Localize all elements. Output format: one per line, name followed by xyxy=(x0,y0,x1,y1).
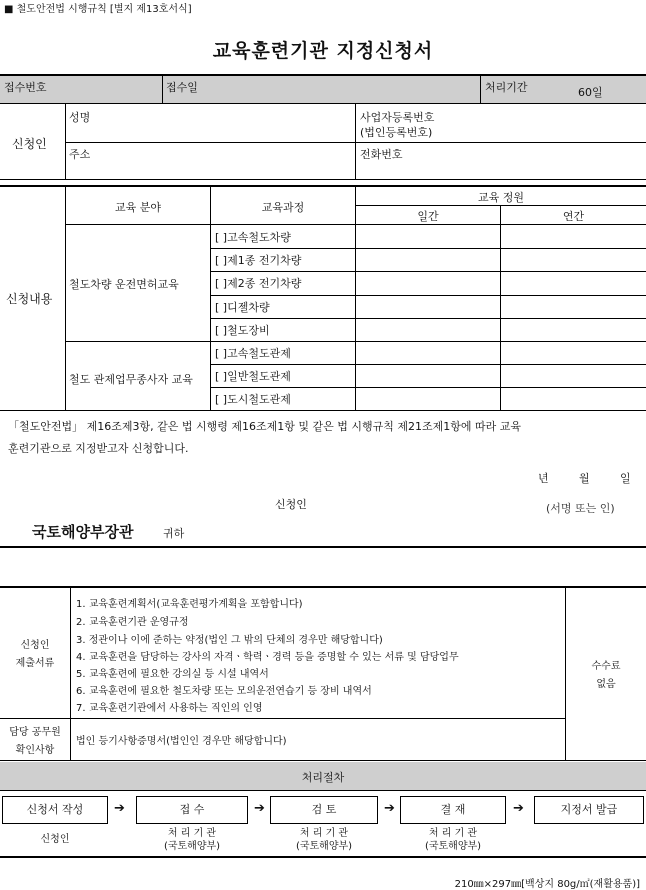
procedure-actor: 처 리 기 관 xyxy=(299,828,349,839)
phone-label: 전화번호 xyxy=(360,148,403,161)
bottom-rule xyxy=(0,856,646,858)
procedure-actor-sub: (국토해양부) xyxy=(295,841,353,852)
applicant-section-label: 신청인 xyxy=(12,137,47,151)
course-item: [ ]제2종 전기차량 xyxy=(215,277,302,290)
col-yearly-header: 연간 xyxy=(562,210,585,223)
procedure-step-apply: 신청서 작성 xyxy=(2,796,108,824)
receipt-no-label: 접수번호 xyxy=(4,81,47,94)
course-item: [ ]제1종 전기차량 xyxy=(215,254,302,267)
fee-value: 없음 xyxy=(596,679,616,690)
procedure-actor-sub: (국토해양부) xyxy=(163,841,221,852)
doc-item: 3. 정관이나 이에 준하는 약정(법인 그 밖의 단체의 경우만 해당합니다) xyxy=(76,635,383,646)
arrow-right-icon: ➔ xyxy=(513,801,524,816)
field-traffic-control: 철도 관제업무종사자 교육 xyxy=(69,373,193,386)
date-month: 월 xyxy=(579,472,590,485)
course-item: [ ]고속철도관제 xyxy=(215,347,291,360)
arrow-right-icon: ➔ xyxy=(254,801,265,816)
official-check-label-2: 확인사항 xyxy=(15,745,55,756)
course-item: [ ]디젤차량 xyxy=(215,301,270,314)
procedure-title: 처리절차 xyxy=(301,771,345,784)
doc-item: 1. 교육훈련계획서(교육훈련평가계획을 포함합니다) xyxy=(76,599,303,610)
official-check-item: 법인 등기사항증명서(법인인 경우만 해당합니다) xyxy=(76,736,287,747)
arrow-right-icon: ➔ xyxy=(114,801,125,816)
fee-label: 수수료 xyxy=(591,661,621,672)
top-rule xyxy=(0,74,646,76)
form-title: 교육훈련기관 지정신청서 xyxy=(212,40,434,62)
doc-item: 6. 교육훈련에 필요한 철도차량 또는 모의운전연습기 등 장비 내역서 xyxy=(76,686,372,697)
procedure-actor: 처 리 기 관 xyxy=(428,828,478,839)
corp-no-label: (법인등록번호) xyxy=(360,126,433,139)
course-item: [ ]철도장비 xyxy=(215,324,270,337)
paper-spec-footer: 210㎜×297㎜[백상지 80g/㎡(재활용품)] xyxy=(454,879,640,890)
name-label: 성명 xyxy=(69,111,91,124)
procedure-step-review: 검 토 xyxy=(270,796,378,824)
biz-no-label: 사업자등록번호 xyxy=(360,111,435,124)
procedure-step-receipt: 접 수 xyxy=(136,796,248,824)
procedure-actor: 신청인 xyxy=(40,834,70,845)
field-driver-license: 철도차량 운전면허교육 xyxy=(69,278,179,291)
submit-docs-label-1: 신청인 xyxy=(20,640,50,651)
application-section-label: 신청내용 xyxy=(6,292,53,306)
statement-line-1: 「철도안전법」 제16조제3항, 같은 법 시행령 제16조제1항 및 같은 법 시행규칙 제21조제1항에 따라 교육 xyxy=(8,420,521,433)
col-course-header: 교육과정 xyxy=(261,201,305,214)
col-field-header: 교육 분야 xyxy=(114,201,161,214)
procedure-actor: 처 리 기 관 xyxy=(167,828,217,839)
statement-line-2: 훈련기관으로 지정받고자 신청합니다. xyxy=(8,442,189,455)
date-year: 년 xyxy=(538,472,549,485)
form-header-note: ■ 철도안전법 시행규칙 [별지 제13호서식] xyxy=(4,4,192,15)
doc-item: 4. 교육훈련을 담당하는 강사의 자격ㆍ학력ㆍ경력 등을 증명할 수 있는 서류 및 담당업무 xyxy=(76,652,459,663)
official-check-label-1: 담당 공무원 xyxy=(9,727,61,738)
doc-item: 5. 교육훈련에 필요한 강의실 등 시설 내역서 xyxy=(76,669,269,680)
procedure-step-issue: 지정서 발급 xyxy=(534,796,644,824)
col-capacity-header: 교육 정원 xyxy=(477,191,524,204)
arrow-right-icon: ➔ xyxy=(384,801,395,816)
procedure-step-approval: 결 재 xyxy=(400,796,506,824)
col-daily-header: 일간 xyxy=(417,210,439,223)
signer-label: 신청인 xyxy=(275,498,307,511)
course-item: [ ]고속철도차량 xyxy=(215,231,291,244)
course-item: [ ]도시철도관제 xyxy=(215,393,291,406)
date-day: 일 xyxy=(620,472,631,485)
procedure-actor-sub: (국토해양부) xyxy=(424,841,482,852)
processing-period-value: 60일 xyxy=(578,86,603,99)
submit-docs-label-2: 제출서류 xyxy=(15,658,55,669)
addressee: 국토해양부장관 xyxy=(32,523,134,541)
doc-item: 7. 교육훈련기관에서 사용하는 직인의 인영 xyxy=(76,703,263,714)
receipt-date-label: 접수일 xyxy=(166,81,198,94)
signature-hint: (서명 또는 인) xyxy=(546,502,615,515)
course-item: [ ]일반철도관제 xyxy=(215,370,291,383)
processing-period-label: 처리기간 xyxy=(485,81,528,94)
receipt-row-bg xyxy=(0,76,646,103)
doc-item: 2. 교육훈련기관 운영규정 xyxy=(76,617,189,628)
address-label: 주소 xyxy=(69,148,91,161)
body-bottom-rule xyxy=(0,546,646,548)
addressee-suffix: 귀하 xyxy=(163,527,185,540)
